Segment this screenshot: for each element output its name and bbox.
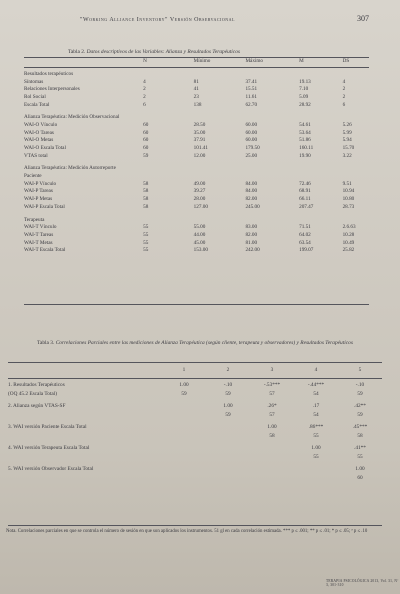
- table2-cell: 82.00: [245, 231, 258, 238]
- table2-cell: 41: [193, 86, 199, 93]
- table3-row-label: 5. WAI versión Observador Escala Total: [8, 465, 94, 472]
- table2-cell: 83.00: [245, 224, 258, 231]
- table3-n-cell: 59: [181, 390, 187, 397]
- table2-row: [24, 166, 369, 174]
- table2-cell: 39.27: [193, 188, 206, 195]
- table2-cell: 44.00: [193, 231, 206, 238]
- table2-title: Datos descriptivos de las Variables: Alianza y Resultados Terapéuticos: [86, 49, 240, 55]
- table2-cell: 153.00: [193, 247, 208, 254]
- table2-cell: 5.99: [342, 129, 352, 136]
- table2-cell: [245, 166, 299, 174]
- table2-cell: 81: [193, 78, 199, 85]
- table2-row: [24, 130, 369, 138]
- table2-row: [24, 196, 369, 204]
- table2-cell: [343, 71, 369, 79]
- table2-cell: 6: [143, 101, 146, 108]
- table3-note: Nota. Correlaciones parciales en que se controla el número de sesión en que son aplicados los instrumentos. 51 gl en cada correlación estimada. *** p ≤ .001; ** p ≤ .01; * p ≤ .05; ª p ≤ .10: [6, 529, 368, 534]
- table2-row: [24, 247, 369, 255]
- table2-bottom-rule: [24, 304, 369, 305]
- table2-cell: 60.00: [245, 129, 258, 136]
- table3-correlations: [8, 363, 382, 482]
- table2-cell: 63.54: [299, 239, 311, 246]
- table2-cell: 207.47: [299, 203, 314, 210]
- table2-row: [24, 79, 369, 87]
- table3-label: Tabla 3.: [37, 340, 55, 346]
- table2-cell: 179.50: [245, 145, 260, 152]
- table2-cell: [194, 166, 246, 174]
- table3-n-cell: 60: [357, 474, 363, 481]
- table2-cell: 62.70: [245, 101, 258, 108]
- table2-cell: 55: [143, 231, 149, 238]
- table2-cell: 28.92: [299, 101, 311, 108]
- table2-row: [24, 189, 369, 197]
- table2-cell: 5.94: [342, 137, 352, 144]
- table2-row: [24, 224, 369, 232]
- table2-cell: 28.00: [193, 196, 206, 203]
- table2-row: [24, 138, 369, 146]
- table2-cell: 60: [143, 121, 149, 128]
- table2-cell: 3.22: [342, 152, 352, 159]
- table2-cell: 28.50: [193, 121, 206, 128]
- table2-row-label: Escala Total: [24, 101, 50, 108]
- table3-caption: [10, 340, 380, 347]
- table2-cell: 15.51: [245, 86, 258, 93]
- table3-n-cell: [162, 431, 206, 440]
- table2-cell: 84.00: [245, 180, 258, 187]
- table2-caption: [68, 49, 240, 55]
- table2-row-label: Terapeuta: [24, 216, 45, 223]
- table2-cell: 11.61: [245, 93, 257, 100]
- table2-cell: 55.00: [193, 224, 206, 231]
- running-head: "Working Alliance Inventory" Versión Observacional: [80, 17, 235, 23]
- table3-n-cell: 55: [313, 453, 319, 460]
- table2-cell: [343, 166, 369, 174]
- table2-header-cell: M: [299, 58, 304, 65]
- table3-header-cell: [8, 363, 162, 377]
- table2-row-label: WAI-O Tareas: [24, 129, 54, 136]
- table3-n-cell: [162, 410, 206, 419]
- table2-header-cell: N: [143, 58, 147, 65]
- table2-cell: 54.61: [299, 121, 311, 128]
- table2-cell: [245, 173, 299, 181]
- table2-cell: 60.00: [245, 137, 258, 144]
- table3-row-label: 2. Alianza según VTAS-SF: [8, 402, 66, 409]
- table2-cell: 25.82: [342, 247, 355, 254]
- table3-row-sublabel: [8, 473, 162, 482]
- table2-cell: 2: [342, 93, 346, 100]
- table2-cell: 10.94: [342, 188, 355, 195]
- table2-row: [24, 204, 369, 212]
- table2-header-cell: Máximo: [245, 58, 264, 65]
- table2-row-label: Alianza Terapéutica: Medición Autorreporte: [24, 165, 116, 172]
- table3-row-n: [8, 410, 382, 419]
- table3-header-row: [8, 363, 382, 377]
- table2-cell: 55: [143, 239, 149, 246]
- table3-row-correlations: [8, 401, 382, 410]
- table2-row-label: WAI-P Metas: [24, 196, 53, 203]
- table3-row-n: [8, 431, 382, 440]
- table3-n-cell: [162, 452, 206, 461]
- table2-cell: [245, 71, 299, 79]
- table2-row-label: WAI-O Metas: [24, 137, 54, 144]
- table3-n-cell: 54: [313, 411, 319, 418]
- table2-cell: 5.26: [342, 121, 352, 128]
- table2-cell: 2: [143, 93, 146, 100]
- table2-cell: 199.07: [299, 247, 314, 254]
- table3-title: Correlaciones Parciales entre las mediciones de Alianza Terapéutica (según cliente, terapeuta y observadores) y Resultados Terapéuticos: [55, 340, 353, 346]
- table3-n-cell: 55: [313, 432, 319, 439]
- table3-correlation-cell: 1.00: [223, 402, 233, 409]
- table3-header-cell: 4: [314, 367, 318, 373]
- table2-cell: 5.09: [299, 93, 309, 100]
- table3-correlation-cell: -.53***: [263, 381, 281, 388]
- table3-n-cell: 54: [313, 390, 319, 397]
- table2-cell: 245.00: [245, 203, 260, 210]
- table2-cell: 58: [143, 203, 149, 210]
- table2-cell: [143, 166, 194, 174]
- table2-row-label: WAI-O Vínculo: [24, 121, 58, 128]
- table3-correlation-cell: [162, 443, 206, 452]
- table3-n-cell: 58: [357, 432, 363, 439]
- table3-bottom-rule: [8, 525, 382, 526]
- table2-cell: [194, 173, 246, 181]
- table3-correlation-cell: [162, 422, 206, 431]
- table3-row-label: 1. Resultados Terapéuticos: [8, 381, 65, 388]
- table3-n-cell: [250, 473, 294, 482]
- table2-cell: 242.00: [245, 247, 260, 254]
- table2-row: [24, 145, 369, 153]
- table2-cell: 60: [143, 137, 149, 144]
- table3-correlation-cell: .17: [312, 402, 320, 409]
- table3-n-cell: [162, 473, 206, 482]
- table2-cell: 12.00: [193, 152, 206, 159]
- table2-cell: 6: [342, 101, 346, 108]
- table2-row-label: WAI-P Escala Total: [24, 203, 65, 210]
- table2-cell: 60: [143, 145, 149, 152]
- table2-cell: [143, 173, 194, 181]
- table3-row-n: [8, 473, 382, 482]
- table2-cell: 55: [143, 224, 149, 231]
- table2-cell: [143, 71, 194, 79]
- table3-header-cell: 2: [226, 367, 230, 373]
- table2-cell: 4: [143, 78, 146, 85]
- table2-header-cell: [24, 58, 143, 66]
- journal-footer: TERAPIA PSICOLÓGICA 2013, Vol. 31, Nº 3, 301-310: [326, 579, 399, 587]
- table2-header-cell: DS: [342, 58, 350, 65]
- table3-n-cell: [206, 431, 250, 440]
- page-number: 307: [357, 14, 369, 23]
- table2-cell: 9.51: [342, 180, 352, 187]
- table2-header-row: [24, 58, 369, 66]
- table2-cell: 2.6.63: [342, 224, 356, 231]
- table3-row-sublabel: [8, 452, 162, 461]
- table2-cell: 127.00: [193, 203, 208, 210]
- table2-row: [24, 102, 369, 110]
- table3-correlation-cell: .42**: [354, 402, 366, 409]
- table2-cell: 59: [143, 152, 149, 159]
- table2-cell: 10.49: [342, 239, 355, 246]
- table3-row-sublabel: (OQ 45.2 Escala Total): [8, 390, 57, 397]
- table3-correlation-cell: [162, 464, 206, 473]
- table3-correlation-cell: [250, 464, 294, 473]
- table2-row-label: WAI-T Tareas: [24, 231, 54, 238]
- table2-cell: 68.91: [299, 188, 311, 195]
- table2-row: [24, 153, 369, 161]
- table2-cell: 28.73: [342, 203, 355, 210]
- table3-n-cell: [206, 473, 250, 482]
- table3-row-correlations: [8, 443, 382, 452]
- table3-correlation-cell: 1.00: [267, 423, 277, 430]
- table2-row-label: Relaciones Interpersonales: [24, 86, 80, 93]
- table2-cell: [245, 217, 299, 225]
- table3-header-cell: 5: [358, 367, 362, 373]
- table2-cell: 37.91: [193, 137, 206, 144]
- table3-correlation-cell: 1.00: [179, 381, 189, 388]
- table2-cell: 35.00: [193, 129, 206, 136]
- table2-cell: 25.00: [245, 152, 258, 159]
- table3-n-cell: 59: [225, 411, 231, 418]
- table3-correlation-cell: [162, 401, 206, 410]
- table3-n-cell: 58: [269, 432, 275, 439]
- table2-cell: 66.11: [299, 196, 311, 203]
- table2-descriptives: [24, 58, 369, 255]
- table3-n-cell: 55: [357, 453, 363, 460]
- table2-cell: 10.80: [342, 196, 355, 203]
- table2-cell: 2: [342, 86, 346, 93]
- table2-cell: 55: [143, 247, 149, 254]
- table2-cell: [299, 217, 342, 225]
- table2-cell: [143, 114, 194, 122]
- table2-cell: 2: [143, 86, 146, 93]
- table2-row-label: Rol Social: [24, 93, 46, 100]
- table2-cell: [299, 71, 342, 79]
- table3-header-cell: 3: [270, 367, 274, 373]
- table2-cell: 58: [143, 188, 149, 195]
- table3-correlation-cell: [206, 422, 250, 431]
- table3-row-correlations: [8, 380, 382, 389]
- table2-cell: 101.41: [193, 145, 208, 152]
- table2-cell: 19.90: [299, 152, 311, 159]
- table3-row-sublabel: [8, 410, 162, 419]
- table3-correlation-cell: 1.00: [355, 465, 365, 472]
- table2-cell: [143, 217, 194, 225]
- table2-cell: 10.28: [342, 231, 355, 238]
- table2-row: [24, 173, 369, 181]
- table2-cell: 4: [342, 78, 346, 85]
- table2-cell: 53.64: [299, 129, 311, 136]
- table3-row-correlations: [8, 464, 382, 473]
- table3-n-cell: 57: [269, 390, 275, 397]
- table3-row-correlations: [8, 422, 382, 431]
- table2-row: [24, 240, 369, 248]
- table2-row-label: WAI-P Tareas: [24, 188, 53, 195]
- table3-n-cell: 59: [225, 390, 231, 397]
- table3-row-label: 3. WAI versión Paciente Escala Total: [8, 423, 87, 430]
- table3-n-cell: [294, 473, 338, 482]
- table2-header-cell: Mínimo: [193, 58, 211, 65]
- table2-row: [24, 86, 369, 94]
- table2-label: Tabla 2.: [68, 49, 86, 55]
- table2-row: [24, 114, 369, 122]
- table2-cell: 19.13: [299, 78, 311, 85]
- table2-cell: 84.00: [245, 188, 258, 195]
- table2-row-label: Paciente: [24, 173, 42, 180]
- table2-cell: [299, 173, 342, 181]
- table2-row-label: VTAS total: [24, 152, 48, 159]
- table3-correlation-cell: .45***: [352, 423, 368, 430]
- table2-cell: 58: [143, 196, 149, 203]
- table2-cell: [343, 114, 369, 122]
- table2-row: [24, 94, 369, 102]
- table2-row-label: WAI-O Escala Total: [24, 145, 66, 152]
- table3-n-cell: 59: [357, 411, 363, 418]
- table2-cell: 160.11: [299, 145, 314, 152]
- table2-row: [24, 71, 369, 79]
- table3-correlation-cell: [206, 464, 250, 473]
- table2-cell: 7.10: [299, 86, 309, 93]
- table2-cell: [194, 114, 246, 122]
- table3-n-cell: 57: [269, 411, 275, 418]
- table2-cell: [194, 71, 246, 79]
- table2-row: [24, 122, 369, 130]
- table2-cell: [299, 114, 342, 122]
- table2-cell: 81.00: [245, 239, 258, 246]
- table2-cell: [194, 217, 246, 225]
- table2-row: [24, 217, 369, 225]
- table3-n-cell: [206, 452, 250, 461]
- table2-row-label: Síntomas: [24, 78, 44, 85]
- table3-correlation-cell: [206, 443, 250, 452]
- table3-row-label: 4. WAI versión Terapeuta Escala Total: [8, 444, 90, 451]
- table3-correlation-cell: 1.00: [311, 444, 321, 451]
- table2-cell: 15.70: [342, 145, 355, 152]
- table2-row: [24, 232, 369, 240]
- table2-cell: [299, 166, 342, 174]
- table2-cell: 37.41: [245, 78, 258, 85]
- table3-correlation-cell: .86***: [308, 423, 324, 430]
- table3-correlation-cell: [250, 443, 294, 452]
- table2-row-label: WAI-T Escala Total: [24, 247, 66, 254]
- table2-cell: 138: [193, 101, 202, 108]
- table2-cell: 49.00: [193, 180, 206, 187]
- table2-row-label: WAI-T Vínculo: [24, 224, 57, 231]
- table2-cell: 60: [143, 129, 149, 136]
- table3-row-sublabel: [8, 431, 162, 440]
- table2-cell: 60.00: [245, 121, 258, 128]
- table3-correlation-cell: .26*: [267, 402, 277, 409]
- table3-row-n: [8, 389, 382, 398]
- table2-cell: 82.00: [245, 196, 258, 203]
- table2-cell: 64.02: [299, 231, 311, 238]
- table3-n-cell: 59: [357, 390, 363, 397]
- table2-cell: 58: [143, 180, 149, 187]
- table3-correlation-cell: .41**: [354, 444, 366, 451]
- table2-cell: [343, 173, 369, 181]
- table2-row-label: Resultados terapéuticos: [24, 70, 74, 77]
- table2-row: [24, 181, 369, 189]
- table3-n-cell: [250, 452, 294, 461]
- table2-row-label: WAI-T Metas: [24, 239, 53, 246]
- table3-row-n: [8, 452, 382, 461]
- table2-cell: 72.46: [299, 180, 311, 187]
- table2-row-label: WAI-P Vínculo: [24, 180, 57, 187]
- table3-correlation-cell: -.10: [223, 381, 233, 388]
- table2-cell: 45.00: [193, 239, 206, 246]
- table2-cell: 23: [193, 93, 199, 100]
- table2-row-label: Alianza Terapéutica: Medición Observacional: [24, 114, 120, 121]
- table2-cell: [343, 217, 369, 225]
- table2-cell: 71.51: [299, 224, 311, 231]
- table3-correlation-cell: [294, 464, 338, 473]
- table3-correlation-cell: -.44***: [307, 381, 325, 388]
- table3-correlation-cell: -.10: [355, 381, 365, 388]
- table2-cell: 51.86: [299, 137, 311, 144]
- table3-header-cell: 1: [182, 367, 186, 373]
- table2-cell: [245, 114, 299, 122]
